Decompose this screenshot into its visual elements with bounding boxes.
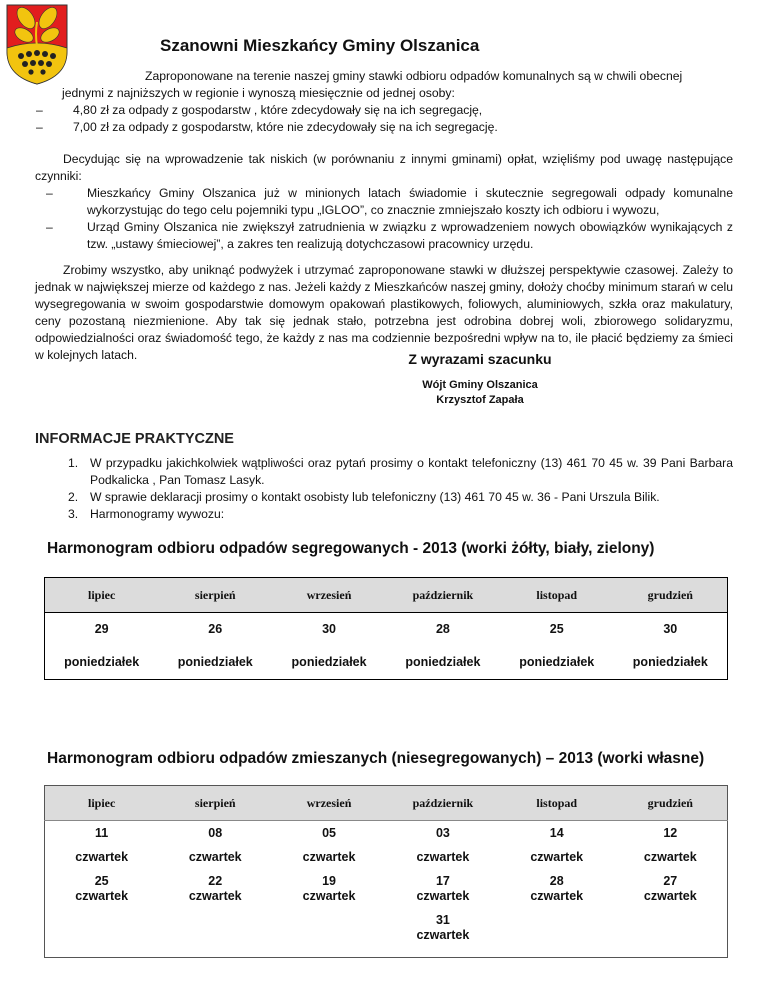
weekday-value: czwartek [530, 889, 584, 903]
appeal-section [35, 262, 733, 364]
weekday-value: czwartek [302, 889, 356, 903]
month-cell: lipiec [45, 578, 159, 613]
info-item-text: Harmonogramy wywozu: [90, 507, 225, 521]
mixed-schedule-table [44, 785, 728, 958]
factors-section [35, 151, 733, 253]
day-weekday-cell [272, 869, 386, 909]
info-item [35, 489, 733, 506]
weekday-value: czwartek [643, 889, 697, 903]
weekday-cell: poniedziałek [291, 655, 367, 669]
factor-item: – Urząd Gminy Olszanica nie zwiększył zatrudnienia w związku z wprowadzeniem nowych obowiązków wynikających z tzw. „ustawy śmieciowej”, a zakres ten realizują dotychczasowi pracownicy urzędu. [35, 219, 733, 253]
segregated-schedule-table [44, 577, 728, 680]
day-cell: 11 [95, 826, 109, 840]
day-cell: 05 [322, 826, 337, 840]
info-item [35, 455, 733, 489]
table-row [45, 821, 728, 846]
weekday-cell: czwartek [416, 850, 470, 864]
day-value: 28 [549, 874, 564, 888]
day-cell: 30 [663, 622, 678, 636]
info-item-number: 1. [68, 456, 79, 470]
day-cell: 29 [94, 622, 109, 636]
closing-signature [380, 351, 580, 408]
day-value: 25 [94, 874, 109, 888]
empty-cell [614, 909, 728, 958]
info-item-text: W przypadku jakichkolwiek wątpliwości oraz pytań prosimy o kontakt telefoniczny (13) 461 70 45 w. 39 Pani Barbara Podkalicka , Pan Tomasz Lasyk. [90, 456, 733, 487]
segregated-schedule-title: Harmonogram odbioru odpadów segregowanych - 2013 (worki żółty, biały, zielony) [47, 540, 655, 557]
day-value: 17 [435, 874, 450, 888]
factor-item: – Mieszkańcy Gminy Olszanica już w minionych latach świadomie i skutecznie segregowali odpady komunalne wykorzystując do tego celu pojemniki typu „IGLOO”, co znacznie zmniejszało koszty ich odbioru i wywozu, [35, 185, 733, 219]
month-cell: listopad [500, 578, 614, 613]
appeal-text: Zrobimy wszystko, aby uniknąć podwyżek i utrzymać zaproponowane stawki w dłuższej perspektywie czasowej. Zależy to jednak w największej mierze od każdego z nas. Jeżeli każdy z Mieszkańców naszej gminy, dołoży choćby minimum starań w celu wysegregowania w swoim gospodarstwie domowym opakowań plastikowych, foliowych, aluminiowych, szkła oraz makulatury, ceny pozostaną niezmienione. Aby tak się jednak stało, potrzebna jest odrobina dobrej woli, zbiorowego solidaryzmu, odpowiedzialności oraz świadomość tego, że każdy z nas ma codziennie bezpośredni wpływ na to, ile płacić będziemy za śmieci w kolejnych latach. [35, 263, 733, 362]
info-item-number: 3. [68, 507, 79, 521]
day-cell: 14 [549, 826, 564, 840]
day-weekday-cell [45, 869, 159, 909]
day-cell: 26 [208, 622, 223, 636]
table-header-row [45, 786, 728, 821]
rate-item-unsegregated: – 7,00 zł za odpady z gospodarstw, które nie zdecydowały się na ich segregację. [36, 119, 722, 136]
day-weekday-cell [386, 869, 500, 909]
intro-section [62, 68, 722, 136]
day-cell: 28 [435, 622, 450, 636]
month-cell: wrzesień [272, 786, 386, 821]
day-cell: 12 [663, 826, 678, 840]
info-heading: INFORMACJE PRAKTYCZNE [35, 431, 234, 447]
table-row [45, 909, 728, 958]
month-cell: listopad [500, 786, 614, 821]
signatory-name: Krzysztof Zapała [436, 394, 524, 406]
table-row [45, 645, 728, 680]
info-item [35, 506, 733, 523]
intro-text: Zaproponowane na terenie naszej gminy stawki odbioru odpadów komunalnych są w chwili obecnej jednymi z najniższych w regionie i wynoszą miesięcznie od jednej osoby: [62, 69, 683, 100]
rate-item-segregated: – 4,80 zł za odpady z gospodarstw , które zdecydowały się na ich segregację, [36, 102, 722, 119]
month-cell: grudzień [614, 578, 728, 613]
month-cell: sierpień [158, 578, 272, 613]
weekday-value: czwartek [75, 889, 129, 903]
day-value: 31 [435, 913, 450, 927]
factors-list [35, 185, 733, 253]
weekday-cell: poniedziałek [519, 655, 595, 669]
day-value: 22 [208, 874, 223, 888]
day-cell: 30 [322, 622, 337, 636]
weekday-cell: czwartek [530, 850, 584, 864]
weekday-cell: poniedziałek [177, 655, 253, 669]
closing-regards: Z wyrazami szacunku [408, 351, 552, 367]
empty-cell [500, 909, 614, 958]
month-cell: wrzesień [272, 578, 386, 613]
weekday-cell: czwartek [75, 850, 129, 864]
rates-list [36, 102, 722, 136]
table-header-row [45, 578, 728, 613]
day-weekday-cell [158, 869, 272, 909]
table-row [45, 613, 728, 646]
day-weekday-cell [500, 869, 614, 909]
day-weekday-cell [386, 909, 500, 958]
empty-cell [45, 909, 159, 958]
info-item-number: 2. [68, 490, 79, 504]
weekday-cell: czwartek [188, 850, 242, 864]
table-row [45, 869, 728, 909]
weekday-value: czwartek [188, 889, 242, 903]
day-cell: 03 [435, 826, 450, 840]
weekday-cell: poniedziałek [632, 655, 708, 669]
month-cell: październik [386, 578, 500, 613]
weekday-cell: czwartek [302, 850, 356, 864]
day-cell: 08 [208, 826, 223, 840]
month-cell: lipiec [45, 786, 159, 821]
month-cell: październik [386, 786, 500, 821]
factors-text: Decydując się na wprowadzenie tak niskich (w porównaniu z innymi gminami) opłat, wzięliśmy pod uwagę następujące czynniki: [35, 152, 733, 183]
day-weekday-cell [614, 869, 728, 909]
empty-cell [272, 909, 386, 958]
day-cell: 25 [549, 622, 564, 636]
page-title: Szanowni Mieszkańcy Gminy Olszanica [160, 36, 480, 55]
day-value: 27 [663, 874, 678, 888]
info-item-text: W sprawie deklaracji prosimy o kontakt osobisty lub telefoniczny (13) 461 70 45 w. 36 - Pani Urszula Bilik. [90, 490, 660, 504]
mixed-schedule-title: Harmonogram odbioru odpadów zmieszanych (niesegregowanych) – 2013 (worki własne) [47, 750, 705, 767]
month-cell: grudzień [614, 786, 728, 821]
weekday-value: czwartek [416, 928, 470, 942]
weekday-value: czwartek [416, 889, 470, 903]
day-value: 19 [322, 874, 337, 888]
weekday-cell: czwartek [643, 850, 697, 864]
weekday-cell: poniedziałek [64, 655, 140, 669]
empty-cell [158, 909, 272, 958]
coat-of-arms-logo [4, 2, 70, 86]
info-list [35, 455, 733, 523]
weekday-cell: poniedziałek [405, 655, 481, 669]
month-cell: sierpień [158, 786, 272, 821]
signatory-role: Wójt Gminy Olszanica [422, 379, 538, 391]
table-row [45, 845, 728, 869]
